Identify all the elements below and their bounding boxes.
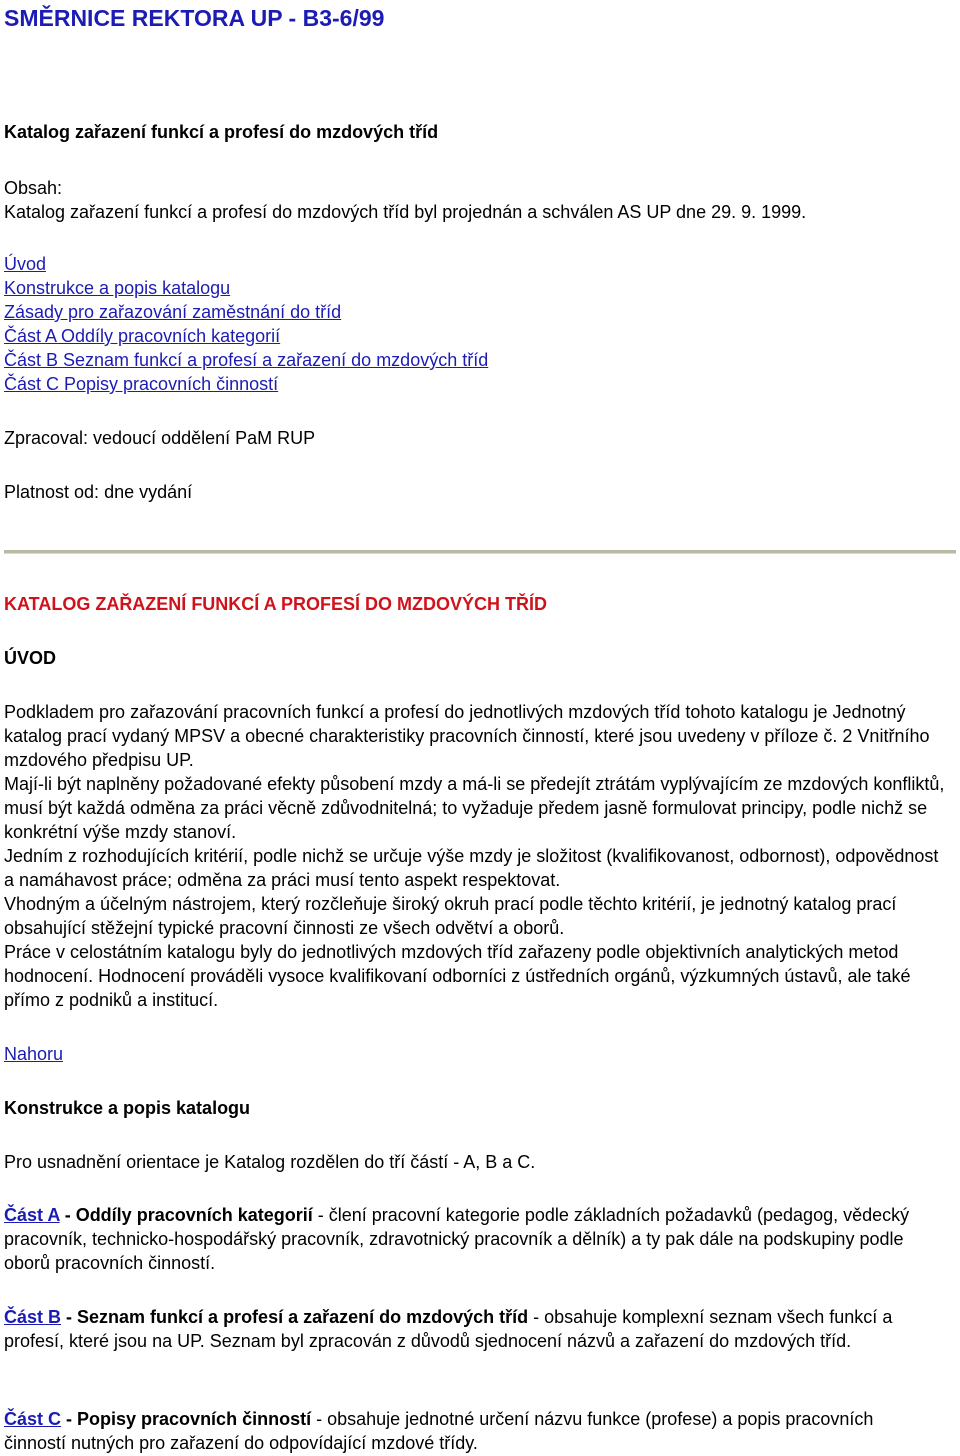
part-b-separator: - bbox=[61, 1307, 78, 1327]
intro-paragraph: Mají-li být naplněny požadované efekty působení mzdy a má-li se předejít ztrátám vyplývajícím ze mzdových konfliktů, musí být každá odměna za práci věcně zdůvodnitelná; to vyžaduje předem jasně formulovat principy, podle nichž se konkrétní výše mzdy stanoví. bbox=[4, 774, 945, 842]
contents-label: Obsah: bbox=[4, 178, 63, 198]
part-c-name: Popisy pracovních činností bbox=[77, 1409, 312, 1429]
intro-paragraph: Vhodným a účelným nástrojem, který rozčleňuje široký okruh prací podle těchto kritérií, je jednotný katalog prací obsahující stěžejní typické pracovní činnosti ze všech odvětví a oborů. bbox=[4, 894, 897, 938]
back-to-top-link[interactable]: Nahoru bbox=[4, 1044, 64, 1064]
page-title: SMĚRNICE REKTORA UP - B3-6/99 bbox=[4, 5, 385, 31]
back-to-top-row bbox=[4, 1042, 956, 1066]
part-c-separator: - bbox=[61, 1409, 78, 1429]
part-a-separator: - bbox=[59, 1205, 76, 1225]
intro-heading: ÚVOD bbox=[4, 648, 57, 668]
document-subtitle: Katalog zařazení funkcí a profesí do mzdových tříd bbox=[4, 122, 439, 142]
table-of-contents bbox=[4, 252, 956, 396]
toc-link-zasady[interactable]: Zásady pro zařazování zaměstnání do tříd bbox=[4, 302, 342, 322]
part-a-name: Oddíly pracovních kategorií bbox=[75, 1205, 313, 1225]
intro-paragraph: Jedním z rozhodujících kritérií, podle nichž se určuje výše mzdy je složitost (kvalifikovanost, odbornost), odpovědnost a namáhavost práce; odměna za práci musí tento aspekt respektovat. bbox=[4, 846, 939, 890]
toc-link-konstrukce[interactable]: Konstrukce a popis katalogu bbox=[4, 278, 231, 298]
validity: Platnost od: dne vydání bbox=[4, 482, 193, 502]
catalog-heading: KATALOG ZAŘAZENÍ FUNKCÍ A PROFESÍ DO MZDOVÝCH TŘÍD bbox=[4, 594, 547, 614]
toc-link-uvod[interactable]: Úvod bbox=[4, 254, 47, 274]
part-c-link[interactable]: Část C bbox=[4, 1409, 62, 1429]
horizontal-divider bbox=[4, 550, 956, 554]
toc-link-cast-b[interactable]: Část B Seznam funkcí a profesí a zařazení do mzdových tříd bbox=[4, 350, 489, 370]
construction-heading: Konstrukce a popis katalogu bbox=[4, 1098, 251, 1118]
intro-paragraph: Podkladem pro zařazování pracovních funkcí a profesí do jednotlivých mzdových tříd tohoto katalogu je Jednotný katalog prací vydaný MPSV a obecné charakteristiky pracovních činností, které jsou uvedeny v příloze č. 2 Vnitřního mzdového předpisu UP. bbox=[4, 702, 930, 770]
part-c-description bbox=[4, 1407, 920, 1455]
toc-link-cast-a[interactable]: Část A Oddíly pracovních kategorií bbox=[4, 326, 281, 346]
part-a-link[interactable]: Část A bbox=[4, 1205, 60, 1225]
intro-text bbox=[4, 700, 950, 1012]
prepared-by: Zpracoval: vedoucí oddělení PaM RUP bbox=[4, 428, 316, 448]
part-b-name: Seznam funkcí a profesí a zařazení do mzdových tříd bbox=[77, 1307, 529, 1327]
part-a-description bbox=[4, 1203, 954, 1275]
intro-paragraph: Práce v celostátním katalogu byly do jednotlivých mzdových tříd zařazeny podle objektivních analytických metod hodnocení. Hodnocení prováděli vysoce kvalifikovaní odborníci z ústředních orgánů, výzkumných ústavů, ale také přímo z podniků a institucí. bbox=[4, 942, 911, 1010]
contents-note: Katalog zařazení funkcí a profesí do mzdových tříd byl projednán a schválen AS UP dne 29. 9. 1999. bbox=[4, 202, 807, 222]
part-b-text: - obsahuje komplexní seznam všech funkcí a profesí, které jsou na UP. Seznam byl zpracován z důvodů sjednocení názvů a zařazení do mzdových tříd. bbox=[4, 1307, 893, 1351]
part-c-text: - obsahuje jednotné určení názvu funkce (profese) a popis pracovních činností nutných pro zařazení do odpovídající mzdové třídy. bbox=[4, 1409, 874, 1453]
part-b-description bbox=[4, 1305, 910, 1353]
part-a-text: - člení pracovní kategorie podle základních požadavků (pedagog, vědecký pracovník, technicko-hospodářský pracovník, zdravotnický pracovník a dělník) a ty pak dále na podskupiny podle oborů pracovních činností. bbox=[4, 1205, 910, 1273]
toc-link-cast-c[interactable]: Část C Popisy pracovních činností bbox=[4, 374, 279, 394]
construction-intro: Pro usnadnění orientace je Katalog rozdělen do tří částí - A, B a C. bbox=[4, 1152, 536, 1172]
part-b-link[interactable]: Část B bbox=[4, 1307, 62, 1327]
